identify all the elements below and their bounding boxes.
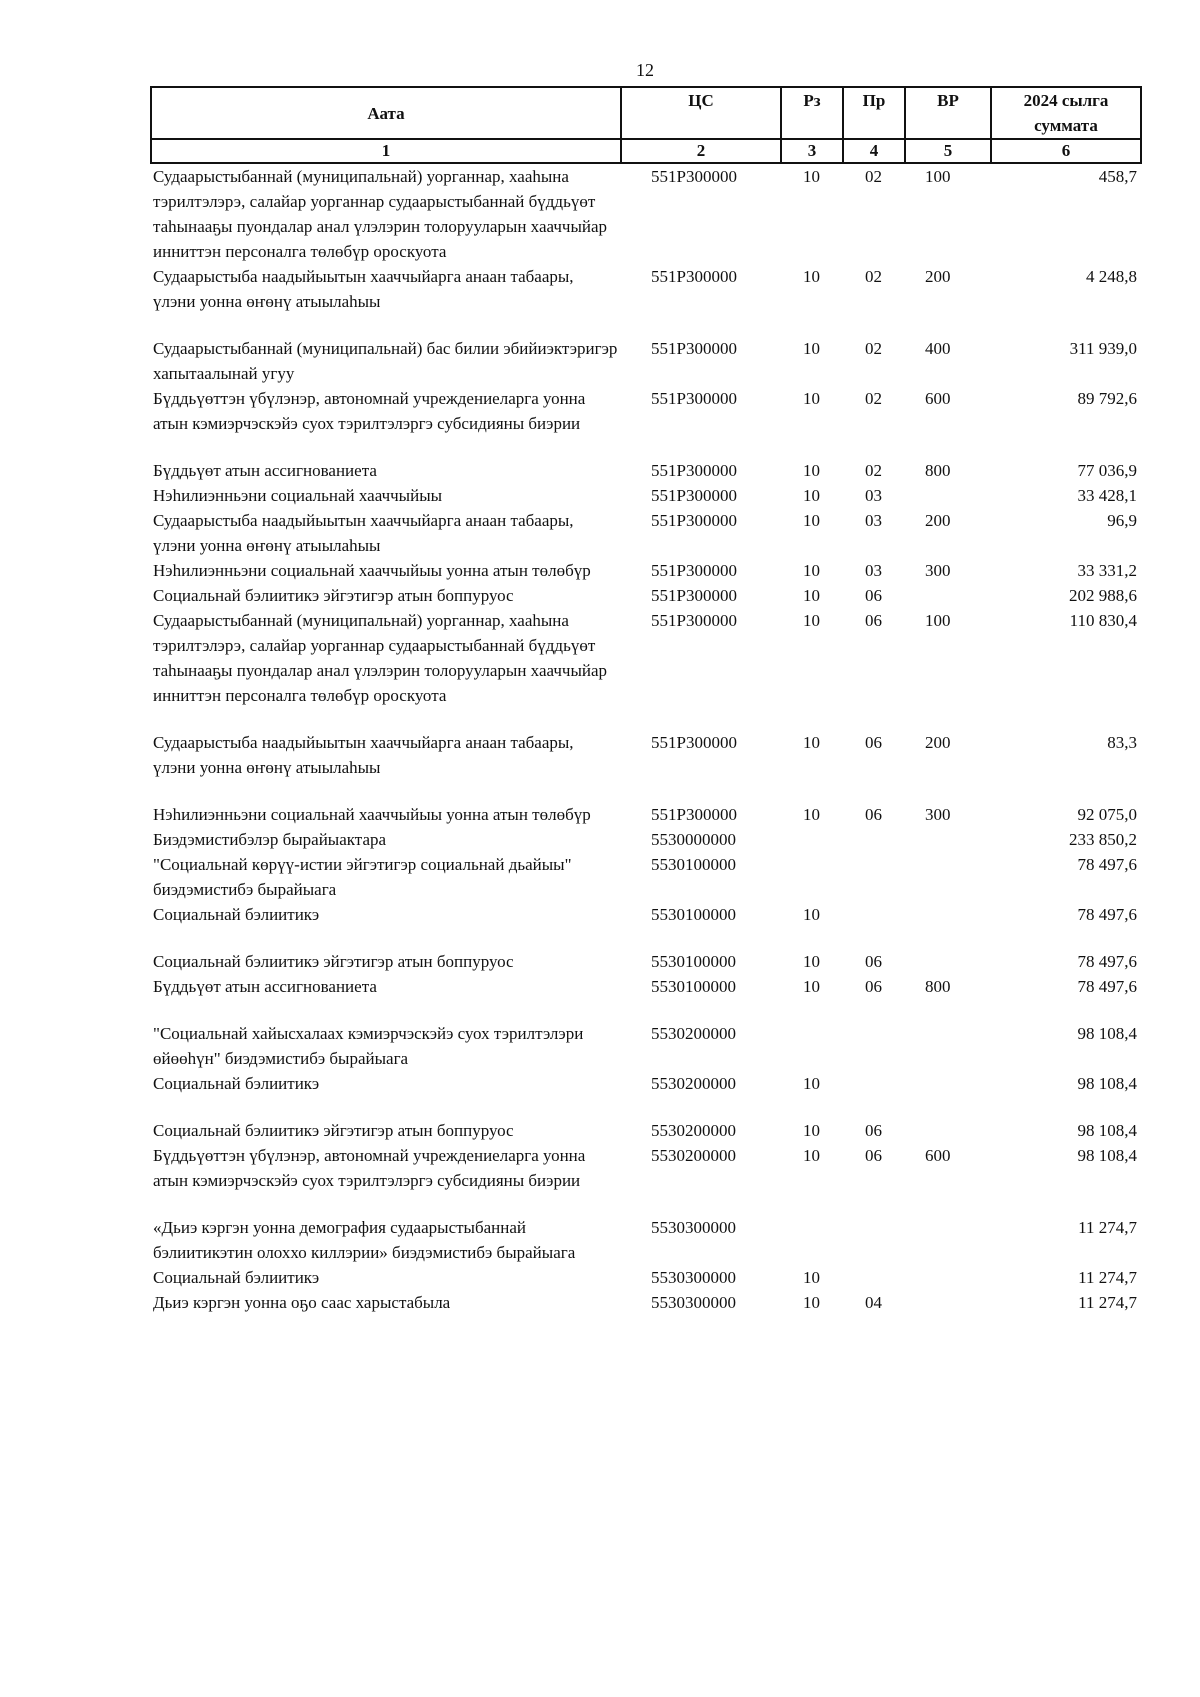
column-number: 1 [151,139,621,163]
cell-name: Судаарыстыба наадыйыытын хааччыйарга анаан табаары, үлэни уонна өҥөнү атыылаһыы [153,733,574,777]
cell-code: 551Р300000 [651,389,737,408]
header-amount: 2024 сылга суммата [991,87,1141,139]
column-number: 3 [781,139,843,163]
cell-code: 551Р300000 [651,733,737,752]
cell-vr: 300 [925,561,951,580]
cell-pr [843,1071,905,1118]
cell-rz: 10 [803,339,820,358]
cell-pr: 02 [865,267,882,286]
cell-code: 551Р300000 [651,561,737,580]
cell-name: Нэһилиэнньэни социальнай хааччыйыы уонна атын төлөбүр [153,561,591,580]
cell-rz: 10 [803,733,820,752]
table-row [151,1021,1141,1071]
cell-amount: 98 108,4 [1077,1121,1137,1140]
cell-pr [843,1265,905,1290]
cell-amount: 33 428,1 [1077,486,1137,505]
cell-rz: 10 [803,1293,820,1312]
cell-amount: 98 108,4 [1077,1024,1137,1043]
cell-rz [781,1021,843,1071]
header-rz: Рз [781,87,843,139]
cell-code: 5530100000 [651,977,736,996]
table-row [151,386,1141,458]
cell-amount: 96,9 [1107,511,1137,530]
cell-vr: 200 [925,733,951,752]
cell-code: 551Р300000 [651,611,737,630]
table-row [151,802,1141,827]
cell-rz: 10 [803,389,820,408]
cell-code: 5530300000 [651,1218,736,1237]
table-row [151,852,1141,902]
cell-rz: 10 [803,167,820,186]
cell-vr [905,1118,991,1143]
table-row [151,1071,1141,1118]
cell-amount: 311 939,0 [1069,339,1137,358]
table-row [151,730,1141,802]
page-number: 12 [636,60,654,80]
cell-code: 5530000000 [651,830,736,849]
cell-pr: 06 [865,1146,882,1165]
cell-rz [781,1215,843,1265]
cell-name: Бүддьүөттэн үбүлэнэр, автономнай учреждениеларга уонна атын кэмиэрчэскэйэ суох тэрилтэлэргэ субсидияны биэрии [153,1146,586,1190]
cell-pr: 04 [865,1293,882,1312]
cell-code: 5530200000 [651,1146,736,1165]
cell-amount: 77 036,9 [1077,461,1137,480]
cell-vr [905,1265,991,1290]
cell-amount: 33 331,2 [1077,561,1137,580]
cell-amount: 11 274,7 [1078,1218,1137,1237]
cell-name: «Дьиэ кэргэн уонна демография судаарыстыбаннай бэлиитикэтин олоххо киллэрии» биэдэмистибэ бырайыага [153,1218,576,1262]
cell-rz: 10 [803,586,820,605]
cell-pr: 02 [865,339,882,358]
cell-name: Судаарыстыба наадыйыытын хааччыйарга анаан табаары, үлэни уонна өҥөнү атыылаһыы [153,267,574,311]
table-row [151,264,1141,336]
table-row [151,458,1141,483]
cell-rz: 10 [803,952,820,971]
header-row [151,87,1141,139]
cell-vr [905,1290,991,1315]
cell-rz: 10 [803,1121,820,1140]
cell-pr [843,1215,905,1265]
cell-vr [905,827,991,852]
cell-rz: 10 [803,461,820,480]
cell-amount: 11 274,7 [1078,1268,1137,1287]
cell-vr: 200 [925,267,951,286]
cell-pr: 02 [865,167,882,186]
cell-code: 5530300000 [651,1293,736,1312]
cell-amount: 83,3 [1107,733,1137,752]
column-number: 5 [905,139,991,163]
cell-rz: 10 [803,977,820,996]
cell-pr [843,827,905,852]
cell-rz [781,852,843,902]
cell-vr [905,949,991,974]
cell-vr: 800 [925,977,951,996]
cell-name: Бүддьүөттэн үбүлэнэр, автономнай учреждениеларга уонна атын кэмиэрчэскэйэ суох тэрилтэлэргэ субсидияны биэрии [153,389,586,433]
cell-rz: 10 [803,511,820,530]
cell-vr [905,1071,991,1118]
cell-amount: 233 850,2 [1069,830,1137,849]
cell-amount: 98 108,4 [1077,1074,1137,1093]
table-row [151,558,1141,583]
cell-code: 551Р300000 [651,805,737,824]
table-row [151,583,1141,608]
cell-name: "Социальнай хайысхалаах кэмиэрчэскэйэ суох тэрилтэлэри өйөөһүн" биэдэмистибэ бырайыага [153,1024,584,1068]
cell-amount: 78 497,6 [1077,952,1137,971]
cell-code: 5530100000 [651,952,736,971]
cell-vr [905,852,991,902]
cell-amount: 92 075,0 [1077,805,1137,824]
cell-rz [781,827,843,852]
cell-amount: 4 248,8 [1086,267,1137,286]
cell-pr: 06 [865,952,882,971]
table-row [151,336,1141,386]
cell-rz: 10 [803,1268,820,1287]
cell-name: Судаарыстыбаннай (муниципальнай) уорганнар, хааһына тэрилтэлэрэ, салайар уорганнар судаарыстыбаннай бүддьүөт таһынааҕы пуондалар анал үлэлэрин толорууларын хааччыйар инниттэн персоналга төлөбүр ороскуота [153,167,608,261]
cell-vr [905,902,991,949]
cell-code: 551Р300000 [651,461,737,480]
cell-name: Судаарыстыба наадыйыытын хааччыйарга анаан табаары, үлэни уонна өҥөнү атыылаһыы [153,511,574,555]
cell-name: Социальнай бэлиитикэ эйгэтигэр атын боппуруос [153,586,514,605]
cell-name: Социальнай бэлиитикэ [153,905,320,924]
cell-code: 5530100000 [651,855,736,874]
cell-code: 551Р300000 [651,486,737,505]
cell-vr: 600 [925,389,951,408]
table-row [151,508,1141,558]
cell-name: Социальнай бэлиитикэ эйгэтигэр атын боппуруос [153,1121,514,1140]
cell-rz: 10 [803,267,820,286]
cell-pr: 06 [865,611,882,630]
cell-vr: 400 [925,339,951,358]
cell-code: 551Р300000 [651,267,737,286]
cell-code: 5530100000 [651,905,736,924]
cell-vr [905,483,991,508]
table-row [151,1215,1141,1265]
cell-name: Дьиэ кэргэн уонна оҕо саас харыстабыла [153,1293,451,1312]
cell-rz: 10 [803,905,820,924]
cell-pr: 03 [865,561,882,580]
cell-pr: 06 [865,1121,882,1140]
cell-name: Социальнай бэлиитикэ [153,1074,320,1093]
table-row [151,163,1141,264]
table-row [151,483,1141,508]
cell-name: Социальнай бэлиитикэ эйгэтигэр атын боппуруос [153,952,514,971]
cell-vr [905,583,991,608]
cell-vr: 200 [925,511,951,530]
cell-amount: 98 108,4 [1077,1146,1137,1165]
cell-amount: 78 497,6 [1077,855,1137,874]
column-number: 2 [621,139,781,163]
cell-rz: 10 [803,805,820,824]
cell-code: 5530200000 [651,1024,736,1043]
header-vr: ВР [905,87,991,139]
cell-pr: 03 [865,486,882,505]
cell-pr [843,1021,905,1071]
cell-rz: 10 [803,486,820,505]
table-row [151,608,1141,730]
cell-name: Бүддьүөт атын ассигнованиета [153,461,377,480]
cell-amount: 78 497,6 [1077,905,1137,924]
column-number: 6 [991,139,1141,163]
column-number-row [151,139,1141,163]
cell-vr: 800 [925,461,951,480]
cell-pr: 03 [865,511,882,530]
cell-vr [905,1021,991,1071]
cell-code: 551Р300000 [651,586,737,605]
cell-pr: 06 [865,805,882,824]
cell-name: Судаарыстыбаннай (муниципальнай) бас билии эбийиэктэригэр хапытаалынай угуу [153,339,618,383]
cell-pr: 06 [865,586,882,605]
cell-rz: 10 [803,611,820,630]
cell-amount: 78 497,6 [1077,977,1137,996]
cell-pr: 06 [865,977,882,996]
cell-vr: 600 [925,1146,951,1165]
table-row [151,1143,1141,1215]
header-pr: Пр [843,87,905,139]
cell-rz: 10 [803,561,820,580]
cell-name: "Социальнай көрүү-истии эйгэтигэр социальнай дьайыы" биэдэмистибэ бырайыага [153,855,572,899]
cell-code: 551Р300000 [651,167,737,186]
cell-amount: 458,7 [1098,167,1137,186]
cell-code: 5530200000 [651,1121,736,1140]
table-row [151,902,1141,949]
cell-code: 551Р300000 [651,339,737,358]
cell-rz: 10 [803,1146,820,1165]
table-row [151,1265,1141,1290]
table-header [151,87,1141,163]
cell-code: 5530300000 [651,1268,736,1287]
cell-name: Нэһилиэнньэни социальнай хааччыйыы уонна атын төлөбүр [153,805,591,824]
table-row [151,974,1141,1021]
cell-vr [905,1215,991,1265]
cell-name: Судаарыстыбаннай (муниципальнай) уорганнар, хааһына тэрилтэлэрэ, салайар уорганнар судаарыстыбаннай бүддьүөт таһынааҕы пуондалар анал үлэлэрин толорууларын хааччыйар инниттэн персоналга төлөбүр ороскуота [153,611,608,705]
cell-vr: 100 [925,611,951,630]
cell-name: Социальнай бэлиитикэ [153,1268,320,1287]
cell-amount: 11 274,7 [1078,1293,1137,1312]
cell-pr: 02 [865,389,882,408]
header-code: ЦС [621,87,781,139]
cell-vr: 300 [925,805,951,824]
cell-name: Нэһилиэнньэни социальнай хааччыйыы [153,486,443,505]
cell-pr [843,902,905,949]
cell-pr: 06 [865,733,882,752]
budget-table [150,86,1142,1315]
cell-vr: 100 [925,167,951,186]
table-row [151,949,1141,974]
header-name: Аата [151,87,621,139]
table-body [151,163,1141,1315]
cell-amount: 110 830,4 [1069,611,1137,630]
cell-rz: 10 [803,1074,820,1093]
column-number: 4 [843,139,905,163]
cell-pr: 02 [865,461,882,480]
cell-pr [843,852,905,902]
cell-amount: 202 988,6 [1069,586,1137,605]
cell-name: Бүддьүөт атын ассигнованиета [153,977,377,996]
cell-amount: 89 792,6 [1077,389,1137,408]
cell-code: 551Р300000 [651,511,737,530]
table-row [151,1118,1141,1143]
table-row [151,1290,1141,1315]
table-row [151,827,1141,852]
cell-code: 5530200000 [651,1074,736,1093]
cell-name: Биэдэмистибэлэр бырайыактара [153,830,387,849]
